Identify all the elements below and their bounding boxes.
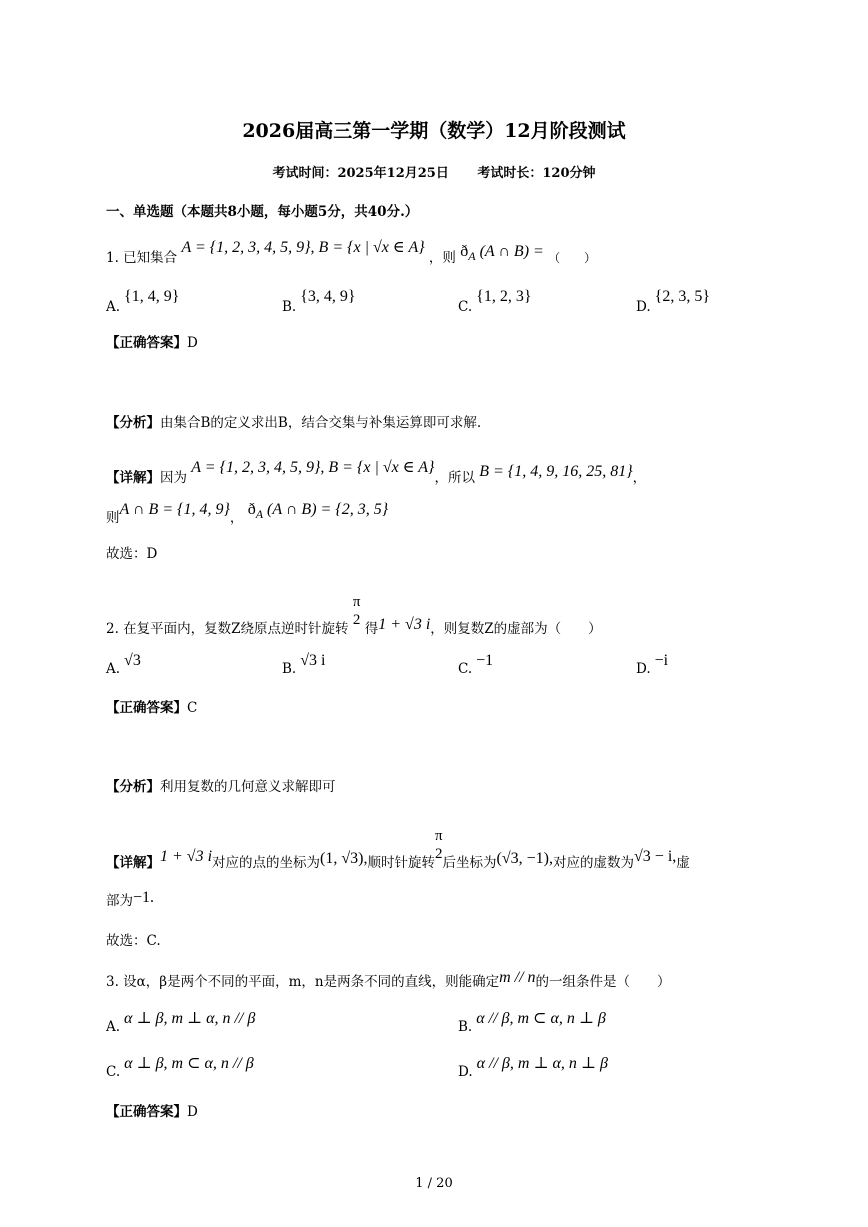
q2-option-b: B. √3 i [282,652,326,677]
q3-option-c: C. α ⊥ β, m ⊂ α, n // β [106,1055,254,1080]
q3-option-a: A. α ⊥ β, m ⊥ α, n // β [106,1010,256,1035]
exam-info [0,162,868,181]
q1-detail-line1: 【详解】因为 A = {1, 2, 3, 4, 5, 9}, B = {x | √x ∈ A}，所以 B = {1, 4, 9, 16, 25, 81}， [106,459,647,486]
q2-answer: 【正确答案】C [106,700,198,716]
q1-complement: $ð_A$ (A ∩ B) = [460,243,544,264]
q2-detail-line2: 部为−1. [106,889,155,909]
page-number: 1 / 20 [415,1176,453,1191]
q1-answer: 【正确答案】D [106,335,198,351]
q1-detail-line2: 则A ∩ B = {1, 4, 9}， $ð_A$ (A ∩ B) = {2, 3, 5} [106,501,389,526]
q1-stem [106,239,597,270]
exam-duration: 考试时长：120分钟 [477,166,596,181]
q2-detail-line1: 【详解】1 + √3 i对应的点的坐标为(1, √3),顺时针旋转 π 2 后坐标为(√3, −1),对应的虚数为√3 − i,虚 [106,828,690,871]
q1-option-d: D.{2, 3, 5} [636,288,710,315]
q3-option-d: D. α // β, m ⊥ α, n ⊥ β [458,1055,608,1080]
q3-option-b: B. α // β, m ⊂ α, n ⊥ β [458,1010,606,1035]
q2-choose: 故选：C. [106,933,161,949]
q1-paren: （ ） [548,251,597,265]
q2-option-a: A. √3 [106,652,141,677]
q2-analysis: 【分析】利用复数的几何意义求解即可 [106,779,336,795]
q3-stem: 3. 设α，β是两个不同的平面，m，n是两条不同的直线，则能确定m // n的一组条件是（ ） [106,969,671,990]
q1-sets: A = {1, 2, 3, 4, 5, 9}, B = {x | √x ∈ A} [181,239,425,256]
page-title: 2026届高三第一学期（数学）12月阶段测试 [242,120,626,142]
q2-fraction: π 2 [352,594,361,628]
exam-time: 考试时间：2025年12月25日 [272,166,449,181]
q1-option-c: C.{1, 2, 3} [458,288,532,315]
q1-option-a: A.{1, 4, 9} [106,288,180,315]
q1-choose: 故选：D [106,546,158,562]
q3-answer: 【正确答案】D [106,1104,198,1120]
q1-analysis: 【分析】由集合B的定义求出B，结合交集与补集运算即可求解. [106,415,482,431]
q1-option-b: B.{3, 4, 9} [282,288,356,315]
q2-option-c: C. −1 [458,652,494,677]
section-heading: 一、单选题（本题共8小题，每小题5分，共40分.） [106,204,419,220]
q2-option-d: D. −i [636,652,669,677]
q2-stem: 2. 在复平面内，复数Z绕原点逆时针旋转 π 2 得1 + √3 i，则复数Z的虚部为（ ） [106,594,602,637]
q1-mid: ，则 [428,250,456,266]
q1-prefix: 1. 已知集合 [106,250,178,266]
